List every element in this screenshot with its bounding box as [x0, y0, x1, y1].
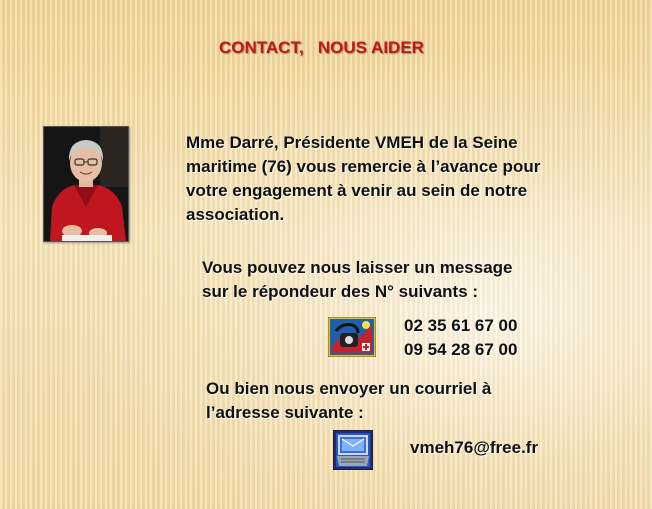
- intro-line-1: Mme Darré, Présidente VMEH de la Seine: [186, 133, 518, 152]
- intro-line-2: maritime (76) vous remercie à l’avance pour: [186, 157, 541, 176]
- page-title: CONTACT, NOUS AIDER: [219, 38, 424, 57]
- telephone-icon: [328, 317, 376, 357]
- message-line-2: sur le répondeur des N° suivants :: [202, 282, 479, 301]
- email-link[interactable]: vmeh76@free.fr: [410, 438, 539, 457]
- email-intro-line-1: Ou bien nous envoyer un courriel à: [206, 379, 492, 398]
- phone-number-1: 02 35 61 67 00: [404, 316, 518, 335]
- email-intro-line-2: l’adresse suivante :: [206, 403, 364, 422]
- intro-line-3: votre engagement à venir au sein de notre: [186, 181, 528, 200]
- president-photo: [43, 126, 129, 242]
- message-line-1: Vous pouvez nous laisser un message: [202, 258, 513, 277]
- phone-numbers: [404, 314, 517, 362]
- intro-line-4: association.: [186, 205, 285, 224]
- phone-number-2: 09 54 28 67 00: [404, 340, 518, 359]
- intro-text: [186, 131, 626, 227]
- email-computer-icon: [333, 430, 373, 470]
- message-text: [202, 256, 622, 304]
- email-intro-text: [206, 377, 626, 425]
